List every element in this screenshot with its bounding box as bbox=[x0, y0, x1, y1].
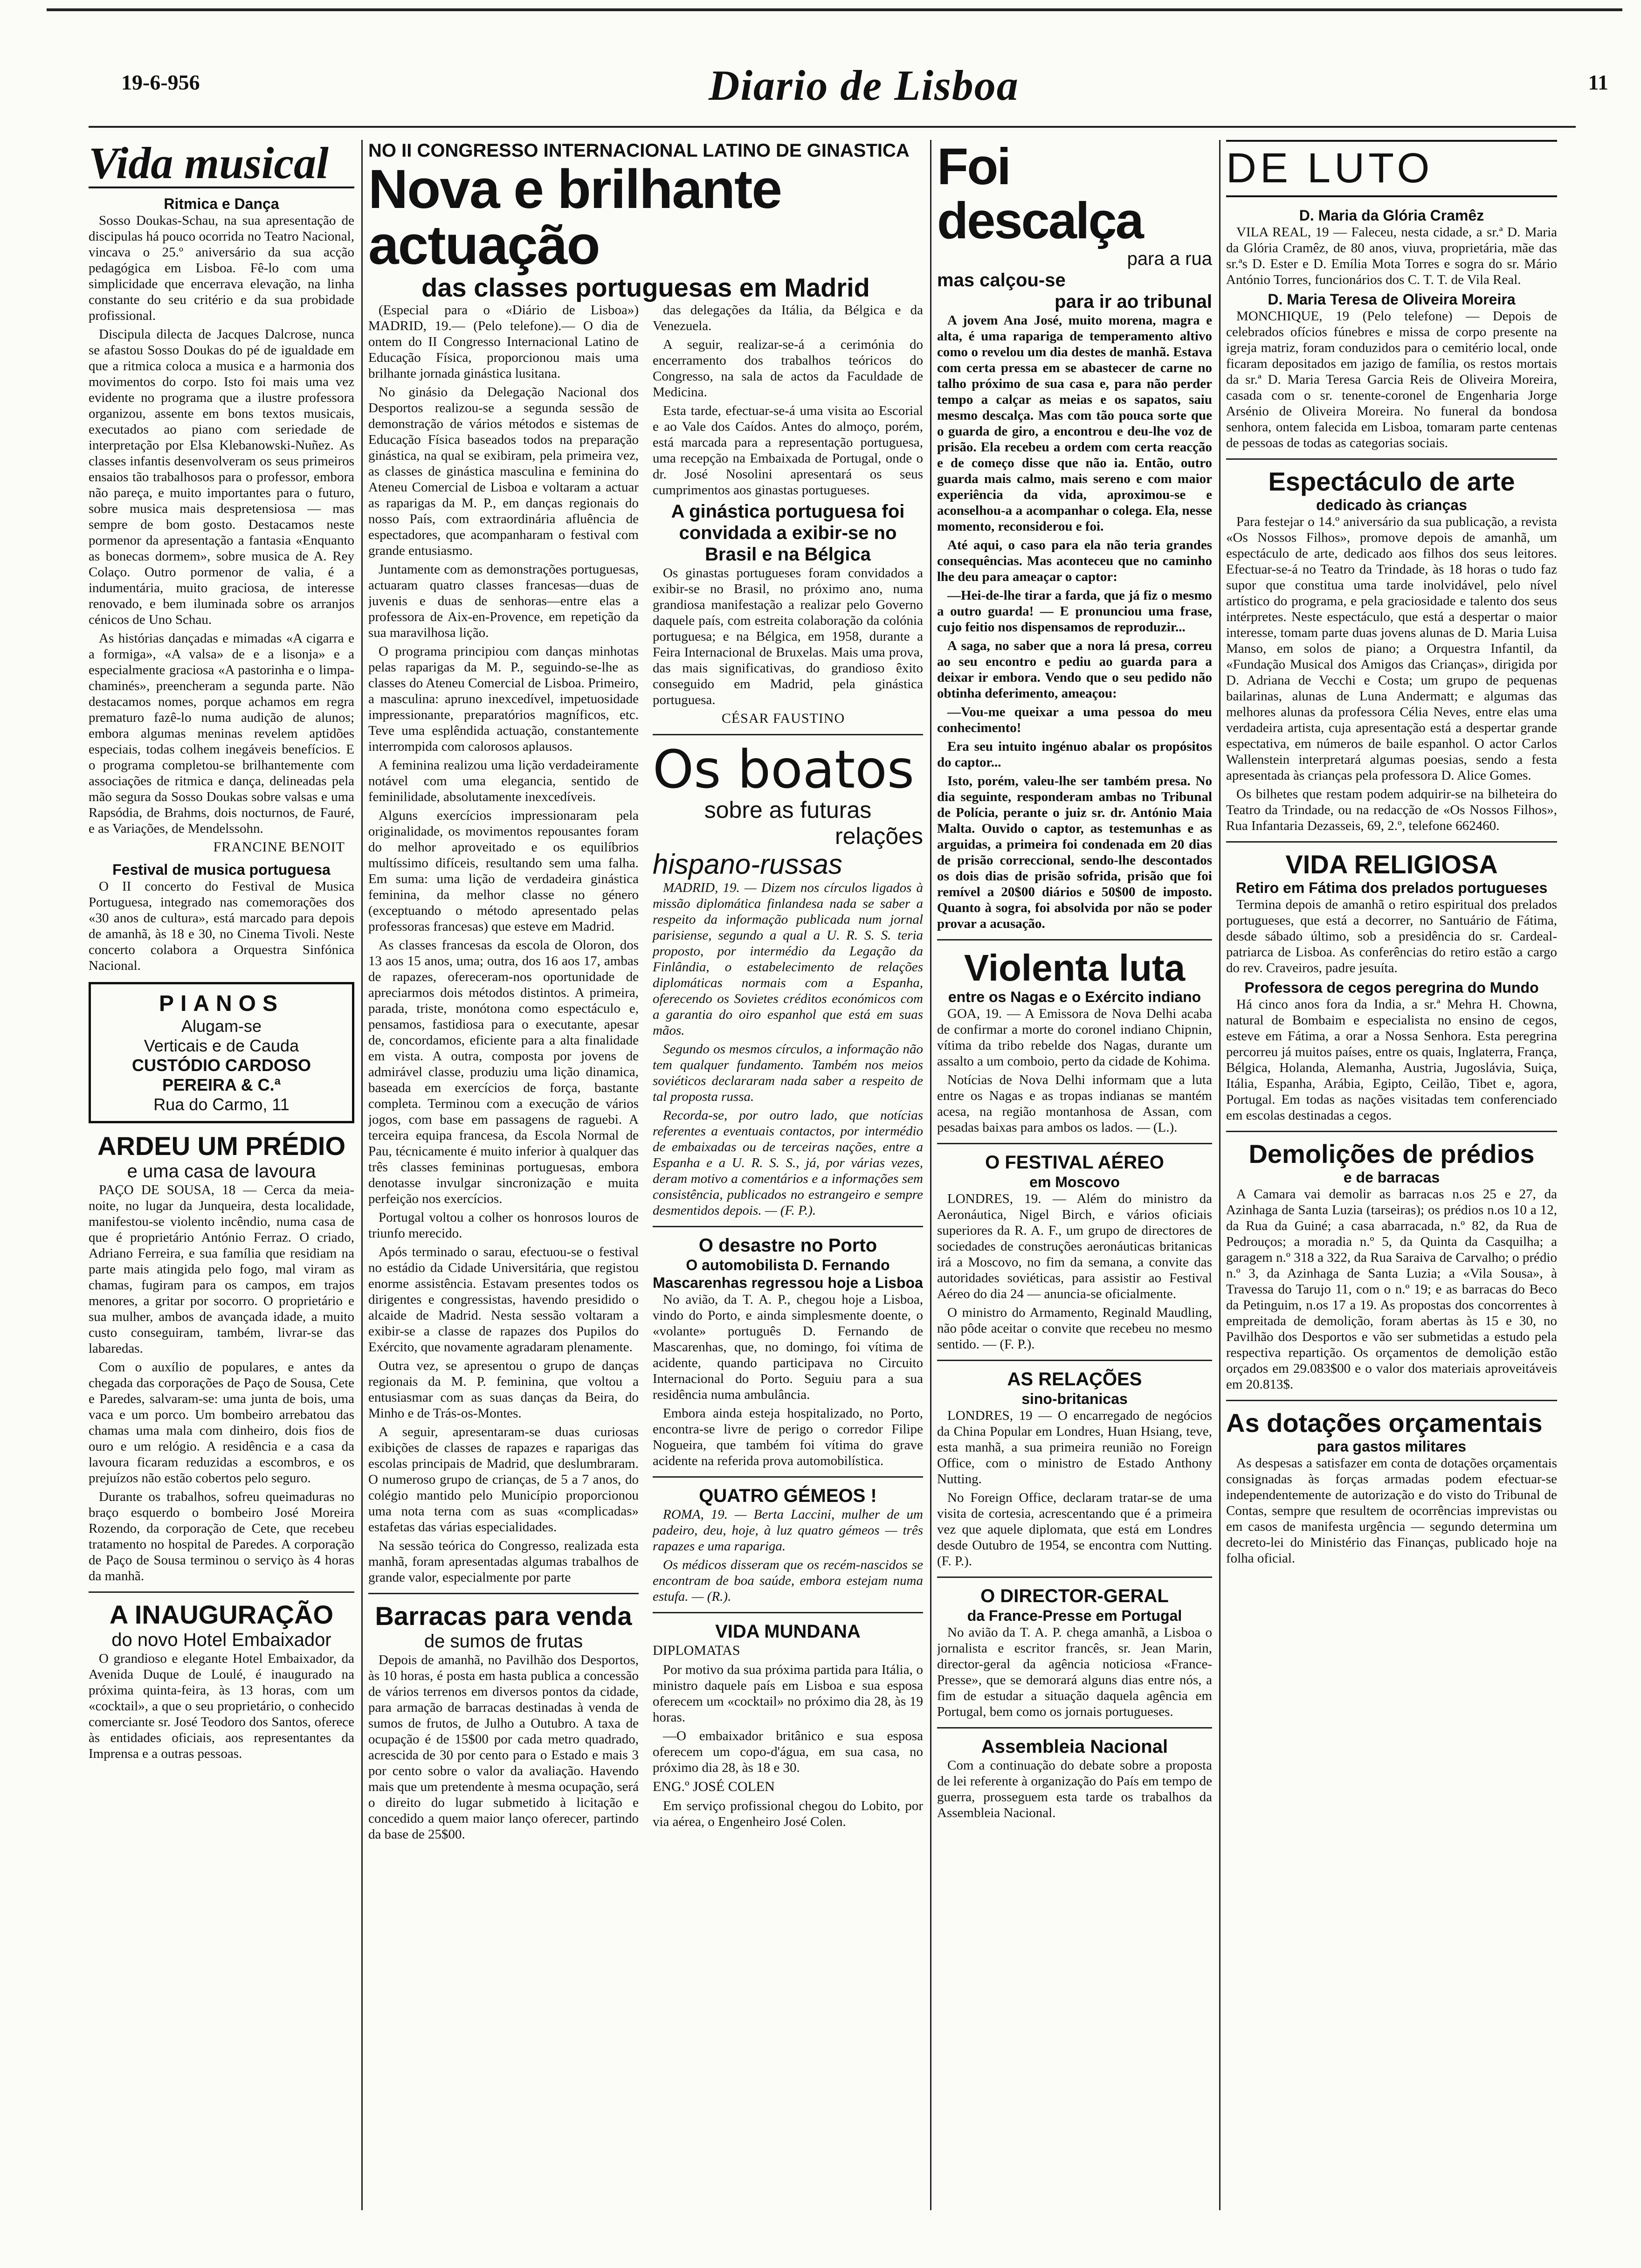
section-label: DIPLOMATAS bbox=[653, 1643, 740, 1658]
article-heading: VIDA RELIGIOSA bbox=[1285, 850, 1498, 879]
article-paragraph: No ginásio da Delegação Nacional dos Desportos realizou-se a segunda sessão de demonstração de vários métodos e sistemas de Educação Física baseados todos na preparação ginástica, na qual se exibiram, pela primeira vez, as classes de ginástica masculina e feminina do Ateneu Comercial de Lisboa e voltaram a actuar as raparigas da M. P., em danças regionais do nosso País, com extraordinária afluência de espectadores, que acompanharam o festival com grande entusiasmo. bbox=[368, 385, 639, 558]
classified-ad bbox=[89, 982, 354, 1123]
article-headline: Foi descalça bbox=[937, 140, 1143, 249]
masthead bbox=[89, 61, 1627, 117]
article-paragraph: Termina depois de amanhã o retiro espiritual dos prelados portugueses, que está a decorrer, no Santuário de Fátima, desde sábado último, sob a presidência do sr. Cardeal-patriarca de Lisboa. As conferências do retiro estão a cargo do rev. Craveiros, padre jesuíta. bbox=[1226, 897, 1557, 975]
separator bbox=[653, 1612, 923, 1613]
article-subheading: da France-Presse em Portugal bbox=[967, 1607, 1182, 1624]
separator bbox=[89, 1591, 354, 1593]
article-heading: QUATRO GÉMEOS ! bbox=[699, 1486, 877, 1506]
article-headline: Os boatos bbox=[653, 740, 915, 800]
article-subheading: de sumos de frutas bbox=[424, 1631, 583, 1652]
article-heading: Espectáculo de arte bbox=[1268, 467, 1515, 496]
article-paragraph: As classes francesas da escola de Oloron, dos 13 aos 15 anos, uma; outra, dos 16 aos 17, ambas de rapazes, ofereceram-nos oportunidade de apreciarmos dois métodos distintos. A primeira, parada, triste, monótona como espectáculo e, pensamos, fastidiosa para o executante, apesar de, concordamos, eficiente para a alta finalidade em vista. A outra, composta por jovens de admirável classe, produziu uma lição dinamica, baseada em exercícios de força, bastante completa. Terminou com a execução de vários jogos, com base em passagens de raguebi. A terceira equipa francesa, da Escola Normal de Pau, técnicamente é muito inferior à qualquer das três classes femininas portuguesas, embora denotasse invulgar sincronização e muita perfeição nos exercícios. bbox=[368, 938, 639, 1206]
article-subheading: O automobilista D. Fernando Mascarenhas regressou hoje a Lisboa bbox=[653, 1257, 923, 1291]
article-headline: Violenta luta bbox=[964, 947, 1186, 989]
article-paragraph: A feminina realizou uma lição verdadeiramente notável com uma elegancia, sentido de feminilidade, absolutamente inexcedíveis. bbox=[368, 758, 639, 804]
article-paragraph: A seguir, apresentaram-se duas curiosas exibições de classes de rapazes e raparigas das escolas principais de Madrid, que deslumbraram. O numeroso grupo de crianças, de 5 a 7 anos, do colégio mantido pelo Município proporcionou uma nota terna com as suas «complicadas» estafetas das várias especialidades. bbox=[368, 1424, 639, 1535]
article-paragraph: PAÇO DE SOUSA, 18 — Cerca da meia-noite, no lugar da Junqueira, desta localidade, manifestou-se violento incêndio, numa casa de que é proprietário António Ferraz. O criado, Adriano Ferreira, e sua família que residiam na parte mais atingida pelo fogo, mal viram as chamas, fugiram para os campos, em trajos menores, a gritar por socorro. O proprietário e sua mulher, ambos de avançada idade, a muito custo conseguiram, também, livrar-se das labaredas. bbox=[89, 1182, 354, 1356]
article-paragraph: VILA REAL, 19 — Faleceu, nesta cidade, a sr.ª D. Maria da Glória Cramêz, de 80 anos, viuva, proprietária, mãe das sr.ªs D. Ester e D. Emília Mota Torres e sogra do sr. Mário António Torres, funcionários dos C. T. T. de Vila Real. bbox=[1226, 225, 1557, 287]
column-rule bbox=[361, 140, 363, 2210]
article-paragraph: Os ginastas portugueses foram convidados a exibir-se no Brasil, no próximo ano, numa grandiosa manifestação a realizar pelo Governo daquele país, com estreita colaboração da colónia portuguesa; e na Bélgica, em 1958, durante a Feira Internacional de Bruxelas. Mais uma prova, das mais significativas, do grandioso êxito conseguido em Madrid, pela ginástica portuguesa. bbox=[653, 566, 923, 707]
article-subheading: hispano-russas bbox=[653, 849, 842, 880]
article-subheading: e de barracas bbox=[1343, 1169, 1440, 1186]
article-paragraph: Com o auxílio de populares, e antes da chegada das corporações de Paço de Sousa, Cete e Paredes, salvaram-se: uma junta de bois, uma vaca e um porco. Um bombeiro arrebatou das chamas uma mala com dinheiro, dois fios de ouro e um relógio. A residência e a casa da lavoura ficaram reduzidas a escombros, e os prejuízos não estão cobertos pelo seguro. bbox=[89, 1360, 354, 1486]
article-heading: Barracas para venda bbox=[375, 1601, 632, 1631]
article-paragraph: Há cinco anos fora da India, a sr.ª Mehra H. Chowna, natural de Bombaim e especialista no ensino de cegos, esteve em Fátima, a orar a Nossa Senhora. Esta peregrina percorreu já muitos países, entre os quais, Inglaterra, França, Bélgica, Holanda, Alemanha, Austria, Jugoslávia, Suiça, Itália, Espanha, Arábia, Egipto, Ceilão, Tibet e, agora, Portugal. Em todas as nações visitadas tem conferenciado em escolas destinadas a cegos. bbox=[1226, 997, 1557, 1123]
column-rule bbox=[1219, 140, 1220, 2210]
column-3 bbox=[937, 140, 1212, 2212]
main-headline: Nova e brilhante actuação bbox=[368, 159, 782, 276]
section-label: ENG.º JOSÉ COLEN bbox=[653, 1779, 775, 1794]
obituary-name: D. Maria Teresa de Oliveira Moreira bbox=[1268, 291, 1516, 308]
article-paragraph: O II concerto do Festival de Musica Portuguesa, integrado nas comemorações dos «30 anos de cultura», está marcado para depois de amanhã, às 18 e 30, no Cinema Tivoli. Neste concerto colabora a Orquestra Sinfónica Nacional. bbox=[89, 879, 354, 973]
article-paragraph: Segundo os mesmos círculos, a informação não tem qualquer fundamento. Também nos meios soviéticos declararam nada saber a respeito de tal proposta russa. bbox=[653, 1042, 923, 1104]
article-paragraph: Recorda-se, por outro lado, que notícias referentes a eventuais contactos, por intermédio de embaixadas ou de terceiras nações, entre a Espanha e a U. R. S. S., já, por várias vezes, deram motivo a comentários e a informações sem consistência, publicados no estrangeiro e sempre desmentidos depois. — (F. P.). bbox=[653, 1108, 923, 1218]
article-heading: Festival de musica portuguesa bbox=[112, 861, 331, 878]
column-4 bbox=[1226, 140, 1557, 2212]
article-paragraph: das delegações da Itália, da Bélgica e da Venezuela. bbox=[653, 303, 923, 333]
article-paragraph: A saga, no saber que a nora lá presa, correu ao seu encontro e pediu ao guarda para a deixar ir embora. Vendo que o seu pedido não obtinha deferimento, ameaçou: bbox=[937, 638, 1212, 701]
article-paragraph: —Vou-me queixar a uma pessoa do meu conhecimento! bbox=[937, 705, 1212, 735]
column-1 bbox=[89, 140, 354, 2212]
column-rule bbox=[930, 140, 931, 2210]
article-subheading: Retiro em Fátima dos prelados portugueses bbox=[1235, 879, 1548, 896]
obituary-name: D. Maria da Glória Cramêz bbox=[1299, 207, 1484, 224]
ad-title: PIANOS bbox=[159, 991, 284, 1016]
article-paragraph: A jovem Ana José, muito morena, magra e alta, é uma rapariga de temperamento altivo como o revelou um dia destes de manhã. Estava com certa pressa em se abastecer de carne no talho próximo de sua casa e, para não perder tempo a calçar as meias e os sapatos, saiu mesmo descalça. Mas com tão pouca sorte que o guarda de giro, a encontrou e deu-lhe voz de prisão. Ela recebeu a ordem com certa reacção e de começo disse que não ia. Então, outro guarda mais calmo, mais sereno e com maior experiência da vida, aproximou-se e aconselhou-a a acompanhar o colega. Ela, nesse momento, reconsiderou e foi. bbox=[937, 313, 1212, 534]
article-paragraph: A Camara vai demolir as barracas n.os 25 e 27, da Azinhaga de Santa Luzia (tarseiras); os prédios n.os 10 a 12, da Rua da Guiné; a casa abarracada, n.º 82, da Rua de Pedrouços; a moradia n.º 5, da Quinta da Casquilha; a garagem n.º 318 a 322, da Rua Saraiva de Carvalho; o prédio n.º 3, da Azinhaga de Santa Luzia; a «Vila Sousa», à Travessa do Tarujo 11, com o n.º 19; e as barracas do Beco da Petinguim, n.os 17 a 19. As propostas dos concorrentes à empreitada de demolição, foram abertas às 15 e 30, no Pavilhão dos Desportos e vão ser submetidas a estudo pela respectiva repartição. Os orçamentos de demolição estão orçados em 29.083$00 e o valor dos materiais aproveitáveis em 20.813$. bbox=[1226, 1187, 1557, 1392]
article-paragraph: Durante os trabalhos, sofreu queimaduras no braço esquerdo o bombeiro José Moreira Rozendo, da corporação de Cete, que recebeu tratamento no hospital de Paredes. A corporação de Paço de Sousa terminou o serviço às 4 horas da manhã. bbox=[89, 1489, 354, 1583]
article-paragraph: (Especial para o «Diário de Lisboa») MADRID, 19.— (Pelo telefone).— O dia de ontem do II Congresso Internacional Latino de Educação Física, proporcionou mais uma brilhante jornada ginástica lusitana. bbox=[368, 303, 639, 381]
article-paragraph: Depois de amanhã, no Pavilhão dos Desportos, às 10 horas, é posta em hasta publica a concessão de vários terrenos em diversos pontos da cidade, para armação de barracas destinadas à venda de sumos de frutos, de Julho a Outubro. A taxa de ocupação é de 15$00 por cada metro quadrado, acrescida de 30 por cento para o Estado e mais 3 por cento sobre o valor da avaliação. Havendo mais que um pretendente à mesma ocupação, será o direito do lugar submetido à licitação e concedido a quem maior lanço oferecer, partindo da base de 25$00. bbox=[368, 1653, 639, 1842]
ad-advertiser: PEREIRA & C.ª bbox=[162, 1075, 281, 1094]
article-paragraph: Para festejar o 14.º aniversário da sua publicação, a revista «Os Nossos Filhos», promove depois de amanhã, um espectáculo de arte, dedicado aos filhos dos seus leitores. Efectuar-se-á no Teatro da Trindade, às 18 horas o tudo faz supor que constitua uma tarde inolvidável, pelo nível artístico do programa, e pela graciosidade e talento dos seus intérpretes. Neste espectáculo, que está a despertar o maior interesse, tomam parte duas jovens alunas de D. Maria Luisa Manso, em solos de piano; a Orquestra Infantil, da «Fundação Musical dos Amigos das Crianças», dirigida por D. Adriana de Vecchi e Costa; um grupo de pequenas bailarinas, alunas de Luna Andermatt; e algumas das melhores alunas da professora Célia Neves, entre elas uma verdadeira artista, cuja apresentação está a despertar grande espectativa, em números de baile espanhol. O actor Carlos Wallenstein interpretará algumas poesias, sendo a festa apresentada às crianças pela professora D. Alice Gomes. bbox=[1226, 514, 1557, 783]
article-paragraph: Juntamente com as demonstrações portuguesas, actuaram quatro classes francesas—duas de juvenis e duas de senhoras—entre elas a professora de Aix-en-Provence, em repetição da sua maravilhosa lição. bbox=[368, 562, 639, 640]
article-paragraph: Até aqui, o caso para ela não teria grandes consequências. Mas aconteceu que no caminho lhe deu para ameaçar o captor: bbox=[937, 538, 1212, 584]
article-paragraph: Em serviço profissional chegou do Lobito, por via aérea, o Engenheiro José Colen. bbox=[653, 1798, 923, 1829]
article-paragraph: Os médicos disseram que os recém-nascidos se encontram de boa saúde, embora estejam numa estufa. — (R.). bbox=[653, 1557, 923, 1604]
article-heading: Ritmica e Dança bbox=[164, 195, 279, 212]
issue-date: 19-6-956 bbox=[121, 70, 200, 94]
article-paragraph: Alguns exercícios impressionaram pela originalidade, os movimentos repousantes foram do melhor aproveitado e os equilíbrios multíssimo difíceis, resultando sem uma falha. Em suma: uma lição de verdadeira ginástica feminina, da melhor classe no género (exceptuando o método apresentado pelas professoras francesas) que esteve em Madrid. bbox=[368, 808, 639, 934]
ad-text: Alugam-se bbox=[181, 1016, 262, 1036]
column-2 bbox=[368, 140, 923, 2212]
top-rule bbox=[47, 8, 1622, 11]
separator bbox=[937, 939, 1212, 940]
article-heading: Demolições de prédios bbox=[1248, 1139, 1535, 1169]
article-paragraph: Discipula dilecta de Jacques Dalcrose, nunca se afastou Sosso Doukas do pé de igualdade em que a ritmica coloca a musica e a harmonia dos movimentos do corpo. Isto foi mais uma vez evidente no programa que a ilustre professora organizou, assente em bons textos musicais, executados ao piano com seriedade de interpretação por Elsa Klebanowski-Nuñez. As classes infantis desenvolveram os seus primeiros ensaios tão trabalhosos para o professor, embora não pareça, e muito importantes para o futuro, sobre musica mais despretensiosa — mas sempre de bom gosto. Destacamos neste pormenor da apresentação a fantasia «Enquanto as bonecas dormem», sobre musica de A. Rey Colaço. Outro pormenor de valia, é a indumentária, muito graciosa, de interesse renovado, e bem iluminada sobre os arranjos cénicos de Uno Schau. bbox=[89, 327, 354, 627]
ad-text: Verticais e de Cauda bbox=[144, 1036, 299, 1055]
article-paragraph: As histórias dançadas e mimadas «A cigarra e a formiga», «A valsa» de e a lisonja» e a especialmente graciosa «A pastorinha e o limpa-chaminés», preencheram a segunda parte. Não destacamos nomes, porque achamos em regra prematuro fazê-lo numa audição de alunos; embora algumas meninas revelem aptidões especiais, todas colhem inegáveis benefícios. E o programa completou-se brilhantemente com associações de ritmica e dança, delineadas pela mão segura da Sosso Doukas sobre valsas e uma Rapsódia, de Brahms, dois nocturnos, de Fauré, e as Variações, de Mendelssohn. bbox=[89, 631, 354, 836]
article-paragraph: Esta tarde, efectuar-se-á uma visita ao Escorial e ao Vale dos Caídos. Antes do almoço, porém, está marcada para a representação portuguesa, uma recepção na Embaixada de Portugal, onde o dr. José Nosolini apresentará os seus cumprimentos aos ginastas portugueses. bbox=[653, 403, 923, 498]
article-subheading: para ir ao tribunal bbox=[1055, 291, 1212, 312]
article-paragraph: Portugal voltou a colher os honrosos louros de triunfo merecido. bbox=[368, 1210, 639, 1241]
article-paragraph: O ministro do Armamento, Reginald Maudling, não pôde aceitar o convite que recebeu no mesmo sentido. — (F. P.). bbox=[937, 1305, 1212, 1352]
separator bbox=[653, 1226, 923, 1227]
article-heading: A ginástica portuguesa foi convidada a exibir-se no Brasil e na Bélgica bbox=[671, 501, 905, 565]
separator bbox=[937, 1143, 1212, 1144]
separator bbox=[1226, 1131, 1557, 1132]
masthead-rule bbox=[89, 126, 1576, 128]
article-subheading: sino-britanicas bbox=[1021, 1390, 1128, 1407]
article-subheading: sobre as futuras bbox=[704, 797, 872, 823]
separator bbox=[937, 1577, 1212, 1578]
main-subheadline: das classes portuguesas em Madrid bbox=[421, 273, 870, 302]
separator bbox=[1226, 841, 1557, 843]
article-paragraph: A seguir, realizar-se-á a cerimónia do encerramento dos trabalhos teóricos do Congresso, na sala de actos da Faculdade de Medicina. bbox=[653, 337, 923, 400]
article-subheading: para a rua bbox=[1127, 249, 1212, 269]
article-heading: ARDEU UM PRÉDIO bbox=[97, 1131, 346, 1161]
article-paragraph: GOA, 19. — A Emissora de Nova Delhi acaba de confirmar a morte do coronel indiano Chipnin, vítima da tribo rebelde dos Nagas, durante um assalto a um comboio, perto da cidade de Kohima. bbox=[937, 1006, 1212, 1069]
article-paragraph: Isto, porém, valeu-lhe ser também presa. No dia seguinte, responderam ambas no Tribunal de Polícia, perante o juiz sr. dr. António Maia Malta. Ouvido o captor, as testemunhas e as arguidas, a primeira foi condenada em 20 dias de prisão correccional, sendo-lhe descontados os dois dias de prisão sofrida, prisão que foi remível a 20$00 diários e 50$00 de imposto. Quanto à sogra, foi absolvida por não se poder provar a acusação. bbox=[937, 774, 1212, 931]
main-article-left bbox=[368, 302, 639, 1845]
article-paragraph: ROMA, 19. — Berta Laccini, mulher de um padeiro, deu, hoje, à luz quatro gémeos — três rapazes e uma rapariga. bbox=[653, 1507, 923, 1554]
article-paragraph: Sosso Doukas-Schau, na sua apresentação de discipulas há pouco ocorrida no Teatro Nacional, vincava o 25.º aniversário da sua acção pedagógica em Lisboa. Fê-lo com uma simplicidade que encerrava elevação, na linha constante do seu critério e da sua probidade profissional. bbox=[89, 213, 354, 323]
article-paragraph: As despesas a satisfazer em conta de dotações orçamentais consignadas às forças armadas podem efectuar-se independentemente de autorização e do visto do Tribunal de Contas, sempre que resultem de ocorrências imprevistas ou em casos de manifesta urgência — segundo determina um decreto-lei do Ministério das Finanças, publicado hoje na folha oficial. bbox=[1226, 1456, 1557, 1566]
ad-advertiser: CUSTÓDIO CARDOSO bbox=[131, 1056, 311, 1075]
article-heading: Professora de cegos peregrina do Mundo bbox=[1244, 979, 1539, 996]
separator bbox=[653, 734, 923, 735]
article-paragraph: —Hei-de-lhe tirar a farda, que já fiz o mesmo a outro guarda! — E pronunciou uma frase, cujo feitio nos dispensamos de reproduzir... bbox=[937, 588, 1212, 635]
section-title: DE LUTO bbox=[1226, 140, 1557, 197]
article-subheading: relações bbox=[835, 823, 923, 849]
byline: FRANCINE BENOIT bbox=[213, 839, 345, 855]
article-heading: O DIRECTOR-GERAL bbox=[980, 1586, 1169, 1606]
section-title: Vida musical bbox=[89, 140, 354, 188]
article-paragraph: Embora ainda esteja hospitalizado, no Porto, encontra-se livre de perigo o corredor Filipe Nogueira, que também foi vítima do grave acidente na referida prova automobilística. bbox=[653, 1406, 923, 1468]
article-subheading: dedicado às crianças bbox=[1316, 497, 1467, 513]
article-paragraph: No avião, da T. A. P., chegou hoje a Lisboa, vindo do Porto, e ainda simplesmente doente, o «volante» português D. Fernando de Mascarenhas, que, no domingo, foi vítima de acidente, quando participava no Circuito Internacional do Porto. Seguiu para a sua residência numa ambulância. bbox=[653, 1292, 923, 1402]
article-heading: O desastre no Porto bbox=[698, 1235, 877, 1256]
article-paragraph: Após terminado o sarau, efectuou-se o festival no estádio da Cidade Universitária, que registou enorme assistência. Estavam presentes todos os dirigentes e congressistas, havendo presidido o alcaide de Madrid. Nesta sessão voltaram a exibir-se a classe de rapazes dos Pupilos do Exército, que novamente agradaram plenamente. bbox=[368, 1245, 639, 1355]
article-paragraph: Na sessão teórica do Congresso, realizada esta manhã, foram apresentadas algumas trabalhos de grande valor, especialmente por parte bbox=[368, 1538, 639, 1585]
separator bbox=[937, 1727, 1212, 1729]
page-number: 11 bbox=[1588, 70, 1608, 94]
article-paragraph: Os bilhetes que restam podem adquirir-se na bilheteira do Teatro da Trindade, ou na redacção de «Os Nossos Filhos», Rua Infantaria Dezasseis, 69, 2.º, telefone 662460. bbox=[1226, 787, 1557, 833]
article-heading: O FESTIVAL AÉREO bbox=[985, 1152, 1164, 1173]
article-subheading: em Moscovo bbox=[1029, 1174, 1120, 1190]
separator bbox=[937, 1360, 1212, 1361]
article-heading: Assembleia Nacional bbox=[981, 1736, 1168, 1757]
article-heading: AS RELAÇÕES bbox=[1007, 1369, 1142, 1390]
article-subheading: para gastos militares bbox=[1317, 1438, 1467, 1455]
article-subheading: mas calçou-se bbox=[937, 270, 1066, 290]
article-heading: As dotações orçamentais bbox=[1226, 1408, 1543, 1438]
article-paragraph: O programa principiou com danças minhotas pelas raparigas da M. P., seguindo-se-lhe as classes do Ateneu Comercial de Lisboa. Primeiro, a masculina: apruno inexcedível, impetuosidade impressionante, preparatórios magníficos, etc. Teve uma esplêndida actuação, constantemente interrompida com calorosos aplausos. bbox=[368, 644, 639, 754]
article-paragraph: Outra vez, se apresentou o grupo de danças regionais da M. P. feminina, que voltou a entusiasmar com as suas danças da Beira, do Minho e de Trás-os-Montes. bbox=[368, 1358, 639, 1421]
main-article-body bbox=[368, 302, 923, 1845]
article-paragraph: No Foreign Office, declaram tratar-se de uma visita de cortesia, acrescentando que é a primeira vez que aquele diplomata, que está em Londres desde Outubro de 1954, se encontra com Nutting. (F. P.). bbox=[937, 1490, 1212, 1569]
separator bbox=[1226, 458, 1557, 460]
article-paragraph: O grandioso e elegante Hotel Embaixador, da Avenida Duque de Loulé, é inaugurado na próxima quinta-feira, às 13 horas, com um «cocktail», a que o seu proprietário, o conhecido comerciante sr. José Teodoro dos Santos, oferece às entidades oficiais, aos representantes da Imprensa e a outras pessoas. bbox=[89, 1651, 354, 1761]
article-paragraph: MONCHIQUE, 19 (Pelo telefone) — Depois de celebrados ofícios fúnebres e missa de corpo presente na igreja matriz, foram conduzidos para o cemitério local, onde ficaram depositados em jazigo de família, os restos mortais da sr.ª D. Maria Teresa Garcia Reis de Oliveira Moreira, casada com o sr. tenente-coronel de Engenharia Jorge Arsénio de Oliveira Moreira. No funeral da bondosa senhora, ontem falecida em Lisboa, tomaram parte centenas de pessoas de todas as categorias sociais. bbox=[1226, 309, 1557, 450]
article-paragraph: No avião da T. A. P. chega amanhã, a Lisboa o jornalista e escritor francês, sr. Jean Marin, director-geral da agência noticiosa «France-Presse», que se demorará alguns dias entre nós, a fim de estudar a situação daquela agência em Portugal, bem como os jornais portugueses. bbox=[937, 1625, 1212, 1719]
article-paragraph: —O embaixador britânico e sua esposa oferecem um copo-d'água, em sua casa, no próximo dia 28, às 18 e 30. bbox=[653, 1729, 923, 1775]
main-article-right bbox=[653, 302, 923, 1845]
article-paragraph: LONDRES, 19. — Além do ministro da Aeronáutica, Nigel Birch, e vários oficiais superiores da R. A. F., um grupo de directores de sociedades de construções aeronáuticas britanicas irá a Moscovo, no fim da semana, a convite das autoridades soviéticas, para assistir ao Festival Aéreo do dia 24 — anuncia-se oficialmente. bbox=[937, 1191, 1212, 1301]
separator bbox=[1226, 1400, 1557, 1401]
ad-address: Rua do Carmo, 11 bbox=[153, 1095, 290, 1114]
article-kicker: NO II CONGRESSO INTERNACIONAL LATINO DE GINASTICA bbox=[368, 140, 910, 161]
separator bbox=[368, 1593, 639, 1594]
newspaper-title: Diario de Lisboa bbox=[709, 62, 1019, 109]
article-paragraph: MADRID, 19. — Dizem nos círculos ligados à missão diplomática finlandesa nada se saber a respeito da informação publicada num jornal parisiense, segundo a qual a U. R. S. S. teria proposto, por intermédio da Legação da Finlândia, o estabelecimento de relações diplomáticas normais com a Espanha, oferecendo os Sovietes créditos económicos com a garantia do oiro espanhol que está em suas mãos. bbox=[653, 880, 923, 1038]
article-paragraph: Era seu intuito ingénuo abalar os propósitos do captor... bbox=[937, 739, 1212, 770]
separator bbox=[653, 1476, 923, 1478]
article-paragraph: Por motivo da sua próxima partida para Itália, o ministro daquele país em Lisboa e sua esposa oferecem um «cocktail» no próximo dia 28, às 19 horas. bbox=[653, 1662, 923, 1725]
article-paragraph: Com a continuação do debate sobre a proposta de lei referente à organização do País em tempo de guerra, prosseguem esta tarde os trabalhos da Assembleia Nacional. bbox=[937, 1758, 1212, 1820]
article-subheading: e uma casa de lavoura bbox=[127, 1161, 316, 1182]
article-paragraph: Notícias de Nova Delhi informam que a luta entre os Nagas e as tropas indianas se mantém acesa, na região montanhosa de Assan, com pesadas baixas para ambos os lados. — (L.). bbox=[937, 1072, 1212, 1135]
article-paragraph: LONDRES, 19 — O encarregado de negócios da China Popular em Londres, Huan Hsiang, teve, esta manhã, a sua primeira reunião no Foreign Office, com o ministro de Estado Anthony Nutting. bbox=[937, 1408, 1212, 1487]
byline: CÉSAR FAUSTINO bbox=[721, 711, 845, 726]
article-heading: VIDA MUNDANA bbox=[715, 1621, 861, 1642]
article-subheading: entre os Nagas e o Exército indiano bbox=[948, 989, 1201, 1005]
article-subheading: do novo Hotel Embaixador bbox=[111, 1630, 331, 1650]
article-heading: A INAUGURAÇÃO bbox=[109, 1600, 334, 1629]
